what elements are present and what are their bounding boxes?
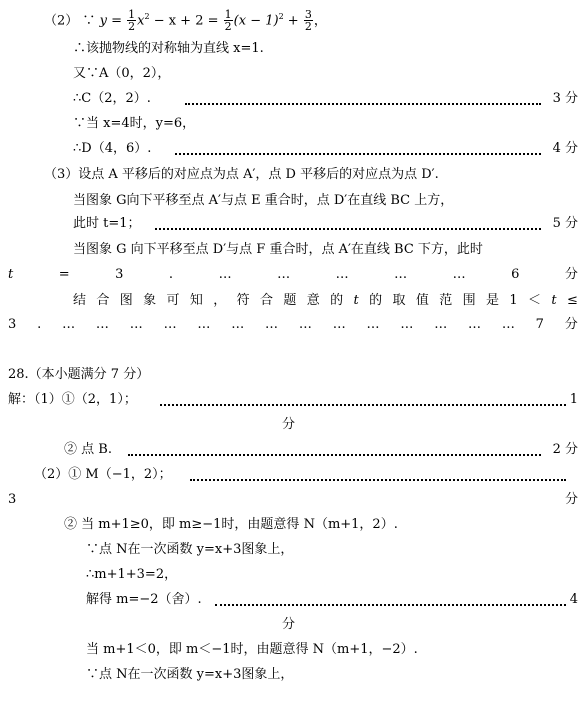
justified-char: 的 [330, 293, 344, 308]
dot-leader [160, 404, 566, 406]
justified-char: 3 [115, 267, 124, 282]
part3-text: 设点 A 平移后的对应点为点 A′，点 D 平移后的对应点为点 D′. [78, 167, 439, 182]
justified-char: 分 [564, 267, 578, 282]
fraction-one-half: $\frac{1}{2}$ [128, 8, 136, 34]
justified-char: ， [213, 293, 227, 308]
justified-char: 合 [260, 293, 274, 308]
justified-char: … [394, 267, 408, 282]
score-unit: 分 [564, 492, 578, 507]
fraction-three-halves: $\frac{3}{2}$ [304, 8, 312, 34]
justified-char: … [218, 267, 232, 282]
q28-header: 28.（本小题满分 7 分） [8, 367, 150, 382]
justified-char: t [353, 293, 359, 308]
score-num: 1 [569, 392, 578, 407]
justified-char: 3 [8, 317, 17, 332]
part2-line3: ∴C（2，2）. [73, 91, 151, 106]
justified-char: t [8, 267, 14, 282]
justified-char: … [129, 317, 143, 332]
formula-paren: (x − 1) [233, 13, 279, 29]
justified-char: 可 [166, 293, 180, 308]
justified-char: … [163, 317, 177, 332]
dot-leader [175, 153, 541, 155]
justified-char: . [168, 267, 174, 282]
formula-eq: = [111, 13, 122, 29]
formula-x-squared: x [137, 13, 145, 29]
justified-char: 题 [283, 293, 297, 308]
justified-char: 1 [509, 293, 518, 308]
part3-line5 [8, 266, 578, 284]
justified-char: 7 [535, 317, 544, 332]
dot-leader [215, 604, 566, 606]
part2-line5: ∴D（4，6）. [73, 141, 152, 156]
justified-char: … [62, 317, 76, 332]
part3-label: （3） [44, 167, 79, 182]
justified-char: 知 [189, 293, 203, 308]
justified-char: 是 [485, 293, 499, 308]
part3-line3: 此时 t=1； [73, 216, 141, 231]
justified-char: … [335, 267, 349, 282]
q28-answer1: （1）①（2，1）； [34, 392, 137, 407]
justified-char: … [277, 267, 291, 282]
justified-char: 范 [439, 293, 453, 308]
part3-line2: 当图象 G向下平移至点 A′与点 E 重合时，点 D′在直线 BC 上方， [73, 193, 454, 208]
score-label: 3 分 [552, 91, 578, 106]
part3-line4: 当图象 G 向下平移至点 D′与点 F 重合时，点 A′在直线 BC 下方，此时 [73, 242, 483, 257]
part2-line2: 又∵A（0，2）， [73, 66, 171, 81]
justified-char: 的 [369, 293, 383, 308]
dot-leader [185, 103, 541, 105]
justified-char: … [400, 317, 414, 332]
justified-char: 合 [96, 293, 110, 308]
justified-char: ＜ [527, 293, 541, 308]
score-label: 4 分 [552, 141, 578, 156]
justified-char: … [366, 317, 380, 332]
justified-char: 分 [564, 317, 578, 332]
justified-char: … [197, 317, 211, 332]
justified-char: 值 [415, 293, 429, 308]
q28-part2-line1: （2）① M（−1，2）； [34, 467, 172, 482]
fraction-one-half-2: $\frac{1}{2}$ [224, 8, 232, 34]
score-label: 5 分 [552, 216, 578, 231]
q28-part2-line3: ∵点 N在一次函数 y=x+3图象上， [86, 542, 294, 557]
part3-line6 [73, 292, 578, 310]
part3-line7 [8, 316, 578, 334]
dot-leader [190, 479, 566, 481]
formula-y: y [99, 13, 107, 29]
justified-char: … [468, 317, 482, 332]
part2-line4: ∵当 x=4时，y=6， [73, 116, 196, 131]
q28-answer2: ② 点 B. [64, 442, 112, 457]
justified-char: 意 [306, 293, 320, 308]
q28-part2-line6: 当 m+1＜0，即 m＜−1时，由题意得 N（m+1，−2）. [86, 642, 418, 657]
part3-line1 [44, 166, 439, 184]
justified-char: t [551, 293, 557, 308]
formula-end: ， [313, 13, 327, 29]
solution-line1 [8, 391, 137, 409]
score-num: 4 [569, 592, 578, 607]
score-label: 2 分 [552, 442, 578, 457]
justified-char: = [58, 267, 70, 282]
justified-char: … [95, 317, 109, 332]
justified-char: … [452, 267, 466, 282]
justified-char: 围 [462, 293, 476, 308]
part2-label: （2） [44, 13, 79, 29]
justified-char: 图 [119, 293, 133, 308]
justified-char: … [231, 317, 245, 332]
justified-char: 象 [143, 293, 157, 308]
justified-char: . [37, 317, 42, 332]
because-symbol: ∵ [82, 13, 96, 29]
dot-leader [128, 454, 541, 456]
justified-char: 符 [236, 293, 250, 308]
justified-char: … [434, 317, 448, 332]
justified-char: … [501, 317, 515, 332]
part2-line1: ∴该抛物线的对称轴为直线 x=1. [73, 41, 264, 56]
q28-part2-line4: ∴m+1+3=2， [86, 567, 178, 582]
justified-char: 6 [511, 267, 520, 282]
part2-formula-line: （2） ∵ y = $\frac{1}{2}$ $x^2 - x + 2$ = $\frac{1}{2}$ $(x - 1)^2$ + $\frac{3}{2}$ ， [44, 8, 327, 34]
score-unit: 分 [282, 617, 296, 632]
justified-char: … [298, 317, 312, 332]
formula-plus: + [287, 13, 299, 29]
justified-char: 取 [392, 293, 406, 308]
justified-char: … [332, 317, 346, 332]
justified-char: … [265, 317, 279, 332]
q28-part2-line7: ∵点 N在一次函数 y=x+3图象上， [86, 667, 294, 682]
score-unit: 分 [282, 417, 296, 432]
justified-char: ≤ [566, 293, 578, 308]
dot-leader [155, 228, 541, 230]
score-num: 3 [8, 492, 17, 507]
formula-middle: − x + 2 = [149, 13, 219, 29]
justified-char: 结 [73, 293, 87, 308]
q28-part2-line5: 解得 m=−2（舍）. [86, 592, 202, 607]
q28-part2-line2: ② 当 m+1≥0，即 m≥−1时，由题意得 N（m+1，2）. [64, 517, 398, 532]
solution-label: 解： [8, 392, 35, 407]
